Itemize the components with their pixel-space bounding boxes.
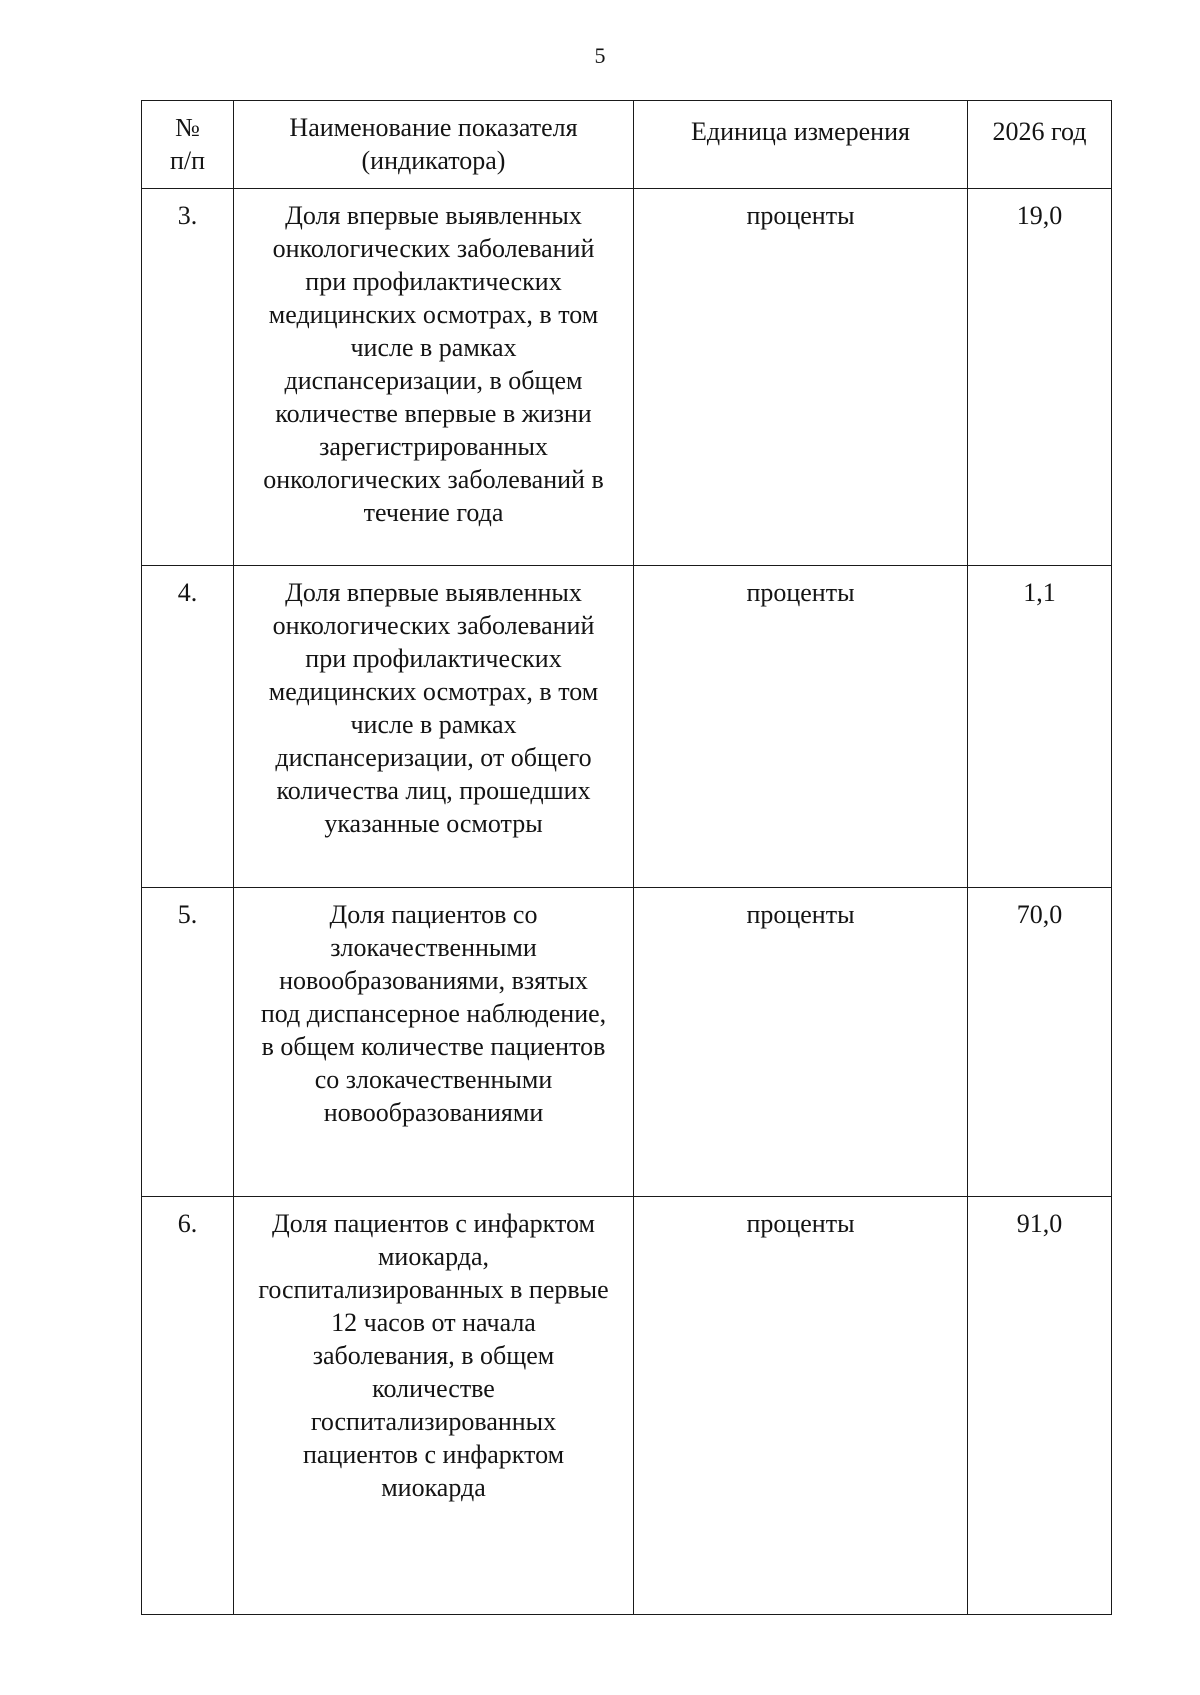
row-number: 3. bbox=[142, 189, 234, 566]
indicator-name-line: Доля пациентов со bbox=[329, 900, 538, 929]
indicator-name-line: онкологических заболеваний bbox=[272, 611, 595, 640]
row-indicator-name bbox=[234, 189, 634, 566]
row-value-2026: 91,0 bbox=[968, 1197, 1112, 1615]
row-unit: проценты bbox=[634, 1197, 968, 1615]
indicator-name-line: диспансеризации, от общего bbox=[275, 743, 592, 772]
indicator-name-line: новообразованиями bbox=[323, 1098, 544, 1127]
row-unit: проценты bbox=[634, 189, 968, 566]
table-row bbox=[142, 1197, 1112, 1615]
indicator-name-line: числе в рамках bbox=[350, 710, 517, 739]
row-number: 4. bbox=[142, 566, 234, 888]
table-row bbox=[142, 566, 1112, 888]
indicator-name-line: Доля впервые выявленных bbox=[285, 201, 582, 230]
indicator-name-line: онкологических заболеваний bbox=[272, 234, 595, 263]
row-unit: проценты bbox=[634, 888, 968, 1197]
indicator-name-line: количестве впервые в жизни bbox=[275, 399, 592, 428]
indicator-name-line: 12 часов от начала bbox=[331, 1308, 536, 1337]
row-value-2026: 70,0 bbox=[968, 888, 1112, 1197]
indicator-name-line: миокарда, bbox=[377, 1242, 490, 1271]
header-indicator-name bbox=[234, 101, 634, 189]
header-unit: Единица измерения bbox=[634, 101, 968, 189]
indicator-name-line: указанные осмотры bbox=[324, 809, 543, 838]
row-number: 5. bbox=[142, 888, 234, 1197]
indicator-name-line: числе в рамках bbox=[350, 333, 517, 362]
indicator-name-line: госпитализированных bbox=[310, 1407, 557, 1436]
table-row bbox=[142, 888, 1112, 1197]
row-number: 6. bbox=[142, 1197, 234, 1615]
indicator-name-line: со злокачественными bbox=[314, 1065, 553, 1094]
indicator-name-line: злокачественными bbox=[330, 933, 537, 962]
indicator-name-line: госпитализированных в первые bbox=[258, 1275, 609, 1304]
row-value-2026: 19,0 bbox=[968, 189, 1112, 566]
header-number-symbol: № bbox=[175, 113, 200, 142]
indicator-name-line: медицинских осмотрах, в том bbox=[268, 300, 599, 329]
table-row bbox=[142, 189, 1112, 566]
table-header bbox=[142, 101, 1112, 189]
header-year: 2026 год bbox=[968, 101, 1112, 189]
header-row bbox=[142, 101, 1112, 189]
indicator-name-line: при профилактических bbox=[305, 267, 562, 296]
indicator-name-line: Доля впервые выявленных bbox=[285, 578, 582, 607]
indicator-name-line: количества лиц, прошедших bbox=[276, 776, 591, 805]
indicator-name-line: заболевания, в общем bbox=[312, 1341, 555, 1370]
indicator-name-line: в общем количестве пациентов bbox=[261, 1032, 606, 1061]
indicator-name-line: течение года bbox=[363, 498, 504, 527]
row-value-2026: 1,1 bbox=[968, 566, 1112, 888]
header-number-abbr: п/п bbox=[169, 146, 206, 175]
row-unit: проценты bbox=[634, 566, 968, 888]
indicators-table bbox=[141, 100, 1112, 1615]
page-number: 5 bbox=[594, 43, 606, 68]
indicator-name-line: онкологических заболеваний в bbox=[263, 465, 604, 494]
row-indicator-name bbox=[234, 566, 634, 888]
indicator-name-line: миокарда bbox=[381, 1473, 486, 1502]
indicator-name-line: зарегистрированных bbox=[319, 432, 548, 461]
table-body bbox=[142, 189, 1112, 1615]
header-number bbox=[142, 101, 234, 189]
indicator-name-line: пациентов с инфарктом bbox=[302, 1440, 565, 1469]
indicator-name-line: при профилактических bbox=[305, 644, 562, 673]
row-indicator-name bbox=[234, 888, 634, 1197]
row-indicator-name bbox=[234, 1197, 634, 1615]
indicator-name-line: медицинских осмотрах, в том bbox=[268, 677, 599, 706]
indicator-name-line: Доля пациентов с инфарктом bbox=[272, 1209, 595, 1238]
indicator-name-line: диспансеризации, в общем bbox=[284, 366, 583, 395]
indicator-name-line: новообразованиями, взятых bbox=[279, 966, 588, 995]
indicator-name-line: количестве bbox=[372, 1374, 495, 1403]
indicator-name-line: под диспансерное наблюдение, bbox=[260, 999, 607, 1028]
header-indicator-name-line1: Наименование показателя bbox=[289, 113, 578, 142]
header-indicator-name-line2: (индикатора) bbox=[361, 146, 506, 175]
